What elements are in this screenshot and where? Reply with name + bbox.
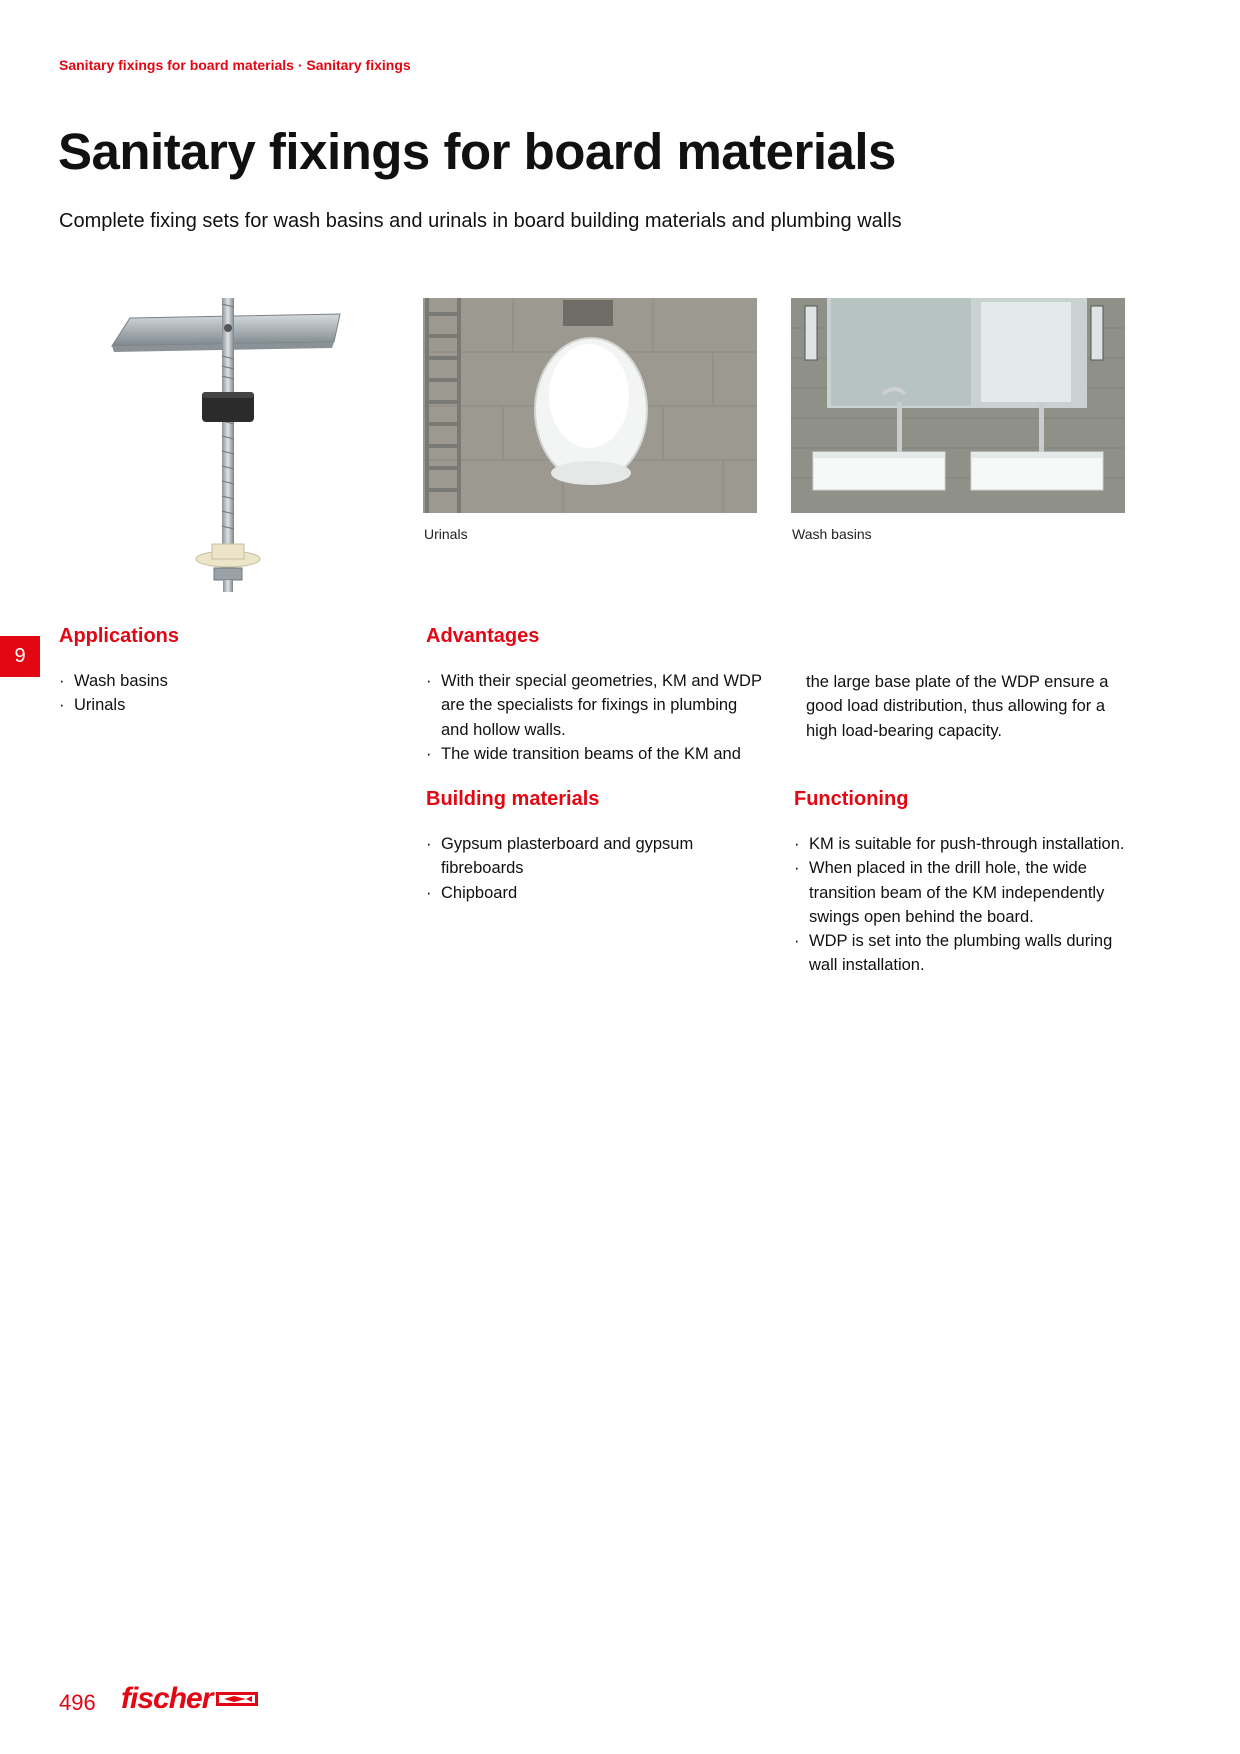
building-materials-list <box>426 832 746 905</box>
fischer-fish-icon <box>216 1690 258 1708</box>
list-item: · Gypsum plasterboard and gypsum fibreboards <box>426 832 746 881</box>
list-item: · Wash basins <box>59 669 379 693</box>
list-item: · Chipboard <box>426 881 746 905</box>
urinals-caption: Urinals <box>424 526 468 542</box>
list-item: · KM is suitable for push-through installation. <box>794 832 1134 856</box>
list-item: · With their special geometries, KM and WDP are the specialists for fixings in plumbing and hollow walls. <box>426 669 766 742</box>
advantages-heading: Advantages <box>426 625 540 647</box>
wash-basins-caption: Wash basins <box>792 526 872 542</box>
wash-basins-photo <box>791 298 1125 513</box>
building-materials-section <box>426 788 746 905</box>
page-subtitle: Complete fixing sets for wash basins and urinals in board building materials and plumbing walls <box>59 210 902 232</box>
list-item: · The wide transition beams of the KM and <box>426 742 766 766</box>
advantages-section <box>426 625 766 766</box>
list-item: · WDP is set into the plumbing walls during wall installation. <box>794 929 1134 978</box>
page-number: 496 <box>59 1690 96 1715</box>
advantages-list <box>426 669 766 766</box>
breadcrumb: Sanitary fixings for board materials · Sanitary fixings <box>59 57 411 73</box>
fischer-logo <box>121 1682 258 1716</box>
km-fixing-product-image <box>78 296 378 596</box>
applications-section <box>59 625 379 718</box>
urinal-photo <box>423 298 757 513</box>
list-item: · Urinals <box>59 693 379 717</box>
logo-wordmark: fischer <box>121 1682 213 1715</box>
functioning-heading: Functioning <box>794 788 909 810</box>
page-title: Sanitary fixings for board materials <box>58 123 896 180</box>
building-materials-heading: Building materials <box>426 788 600 810</box>
list-item: · When placed in the drill hole, the wide transition beam of the KM independently swings open behind the board. <box>794 856 1134 929</box>
applications-list <box>59 669 379 718</box>
advantages-continuation: the large base plate of the WDP ensure a good load distribution, thus allowing for a high load-bearing capacity. <box>806 673 1109 740</box>
functioning-list <box>794 832 1134 978</box>
functioning-section <box>794 788 1134 978</box>
chapter-tab[interactable]: 9 <box>0 636 40 677</box>
applications-heading: Applications <box>59 625 180 647</box>
